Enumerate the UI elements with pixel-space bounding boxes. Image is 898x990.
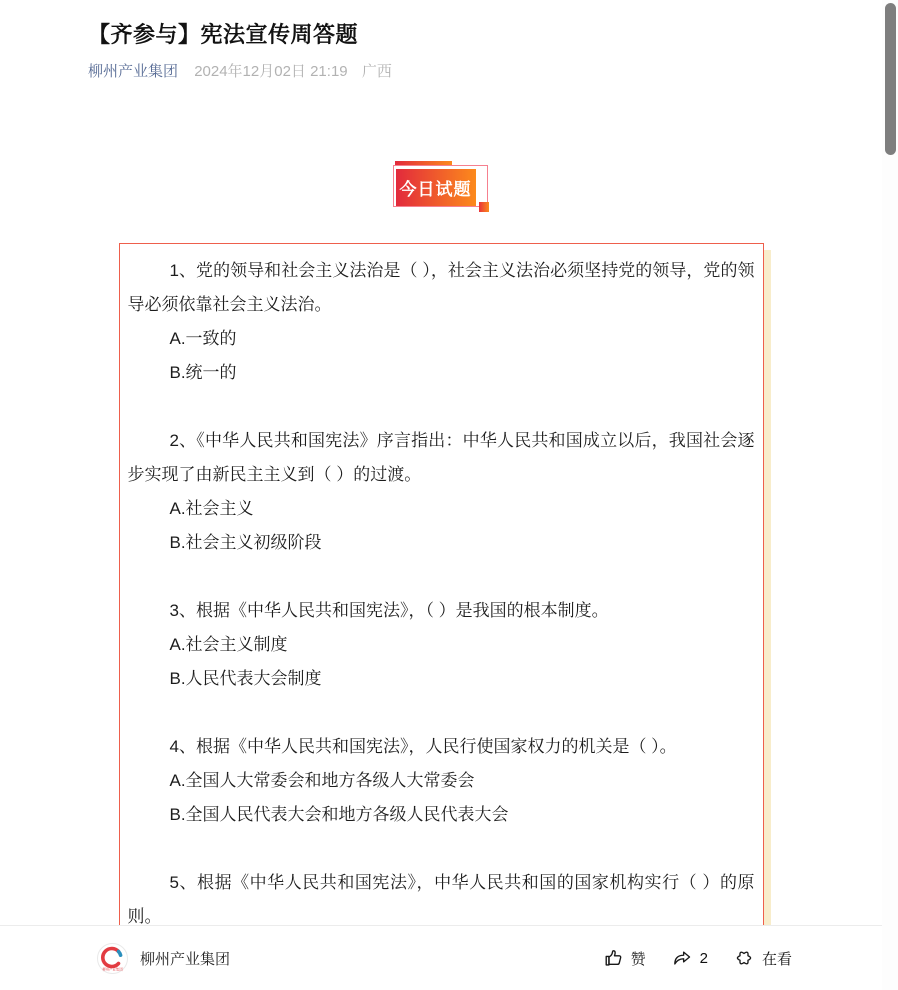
like-action[interactable] — [602, 947, 646, 969]
publish-date: 2024年12月02日 21:19 — [194, 63, 348, 80]
like-label: 赞 — [630, 950, 646, 968]
footer-account[interactable] — [97, 943, 230, 974]
badge-corner-square — [479, 202, 489, 212]
account-logo — [97, 943, 128, 974]
wow-action[interactable] — [733, 947, 792, 969]
account-link[interactable]: 柳州产业集团 — [88, 63, 179, 80]
question-option: B.全国人民代表大会和地方各级人民代表大会 — [169, 805, 509, 824]
article-byline — [88, 63, 794, 81]
wow-flower-icon — [733, 947, 755, 969]
quiz-question-1 — [128, 254, 755, 390]
quiz-question-5 — [128, 866, 755, 925]
wow-label: 在看 — [761, 950, 792, 968]
question-option: B.统一的 — [169, 363, 237, 382]
scrollbar-thumb[interactable] — [885, 3, 896, 155]
share-arrow-icon — [671, 947, 693, 969]
question-option: B.社会主义初级阶段 — [169, 533, 322, 552]
publish-region: 广西 — [361, 63, 392, 80]
quiz-question-3 — [128, 594, 755, 696]
article-title: 【齐参与】宪法宣传周答题 — [88, 22, 359, 47]
quiz-box — [119, 243, 764, 925]
account-logo-text: 柳州产业集团 — [102, 967, 123, 971]
question-stem: 3、根据《中华人民共和国宪法》，（ ）是我国的根本制度。 — [169, 601, 609, 620]
question-option: A.全国人大常委会和地方各级人大常委会 — [169, 771, 475, 790]
question-option: A.一致的 — [169, 329, 237, 348]
share-action[interactable] — [671, 947, 708, 969]
footer-actions — [602, 947, 792, 969]
question-option: A.社会主义制度 — [169, 635, 288, 654]
quiz-question-2 — [128, 424, 755, 560]
daily-quiz-badge — [393, 161, 490, 212]
question-stem: 1、党的领导和社会主义法治是（ ），社会主义法治必须坚持党的领导，党的领导必须依靠社会主义法治。 — [127, 261, 755, 314]
account-logo-icon — [98, 944, 127, 973]
question-stem: 4、根据《中华人民共和国宪法》，人民行使国家权力的机关是（ ）。 — [169, 737, 677, 756]
share-count: 2 — [699, 949, 708, 967]
scrollbar-track[interactable] — [882, 0, 898, 990]
question-stem: 5、根据《中华人民共和国宪法》，中华人民共和国的国家机构实行（ ）的原则。 — [127, 873, 755, 925]
footer-bar — [0, 925, 898, 990]
question-option: A.社会主义 — [169, 499, 254, 518]
question-option: B.人民代表大会制度 — [169, 669, 322, 688]
question-stem: 2、《中华人民共和国宪法》序言指出：中华人民共和国成立以后，我国社会逐步实现了由新民主主义到（ ）的过渡。 — [127, 431, 755, 484]
badge-label-text: 今日试题 — [399, 180, 472, 199]
footer-account-name: 柳州产业集团 — [140, 950, 231, 968]
quiz-question-4 — [128, 730, 755, 832]
thumbs-up-icon — [602, 947, 624, 969]
badge-label — [396, 169, 476, 206]
